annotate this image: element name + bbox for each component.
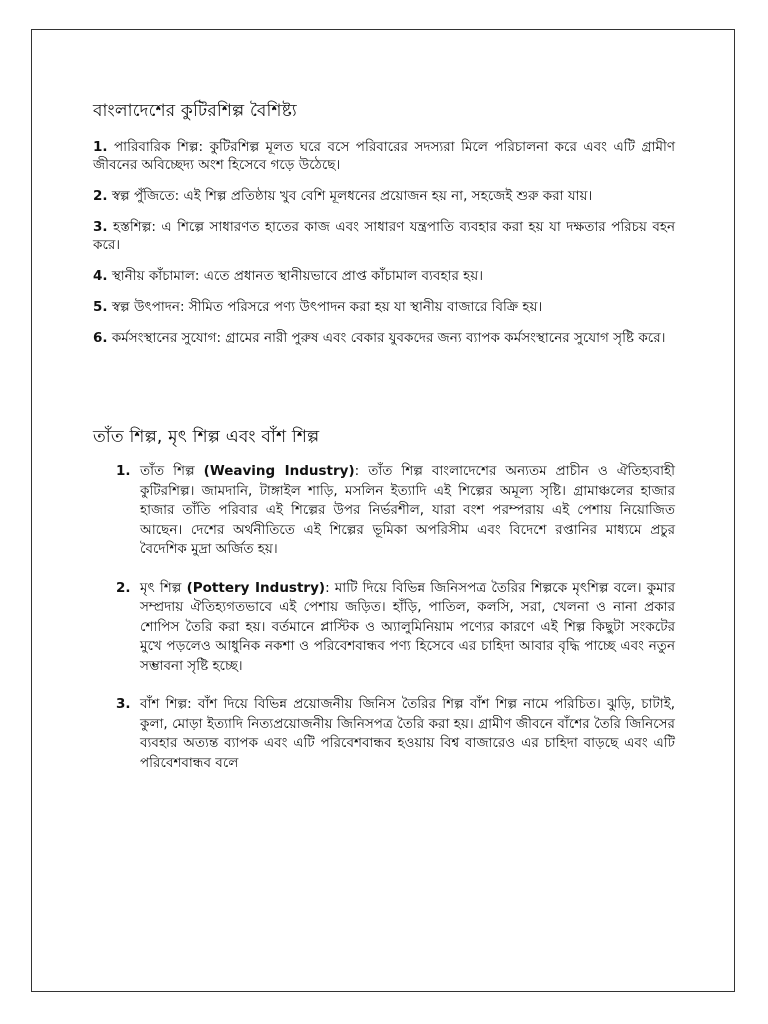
document-page (31, 29, 735, 992)
document-content (93, 100, 675, 792)
point-title: স্বল্প উৎপাদন (111, 299, 180, 315)
feature-point: 6. কর্মসংস্থানের সুযোগ: গ্রামের নারী পুরুষ এবং বেকার যুবকদের জন্য ব্যাপক কর্মসংস্থানের সুযোগ সৃষ্টি করে। (93, 330, 666, 346)
point-text: এতে প্রধানত স্থানীয়ভাবে প্রাপ্ত কাঁচামাল ব্যবহার হয়। (203, 268, 484, 284)
item-english-name: (Weaving Industry) (203, 463, 355, 479)
point-title: পারিবারিক শিল্প (114, 139, 199, 155)
point-text: গ্রামের নারী পুরুষ এবং বেকার যুবকদের জন্য ব্যাপক কর্মসংস্থানের সুযোগ সৃষ্টি করে। (225, 330, 666, 346)
feature-point: 5. স্বল্প উৎপাদন: সীমিত পরিসরে পণ্য উৎপাদন করা হয় যা স্থানীয় বাজারে বিক্রি হয়। (93, 299, 543, 315)
item-number: 3. (116, 696, 131, 712)
item-english-name: (Pottery Industry) (186, 579, 326, 596)
item-title: বাঁশ শিল্প (140, 696, 188, 712)
point-text: কুটিরশিল্প মূলত ঘরে বসে পরিবারের সদস্যরা মিলে পরিচালনা করে এবং এটি গ্রামীণ জীবনের অবিচ্ছেদ্য অংশ হিসেবে গড়ে উঠেছে। (93, 139, 675, 173)
list-item: 2. মৃৎ শিল্প (Pottery Industry): মাটি দিয়ে বিভিন্ন জিনিসপত্র তৈরির শিল্পকে মৃৎশিল্প বলে। কুমার সম্প্রদায় ঐতিহ্যগতভাবে এই পেশায় জড়িত। হাঁড়ি, পাতিল, কলসি, সরা, খেলনা ও নানা প্রকার শোপিস তৈরি করা হয়। বর্তমানে প্লাস্টিক ও অ্যালুমিনিয়াম পণ্যের কারণে এই শিল্প কিছুটা সংকটের মুখে পড়লেও আধুনিক নকশা ও পরিবেশবান্ধব পণ্য হিসেবে এর চাহিদা আবার বৃদ্ধি পাচ্ছে এবং নতুন সম্ভাবনা সৃষ্টি হচ্ছে। (116, 579, 676, 674)
item-text: বাঁশ দিয়ে বিভিন্ন প্রয়োজনীয় জিনিস তৈরির শিল্প বাঁশ শিল্প নামে পরিচিত। ঝুড়ি, চাটাই, কুলা, মোড়া ইত্যাদি নিত্যপ্রয়োজনীয় জিনিসপত্র তৈরি করা হয়। গ্রামীণ জীবনে বাঁশের তৈরি জিনিসের ব্যবহার অত্যন্ত ব্যাপক এবং এটি পরিবেশবান্ধব হওয়ায় বিশ্ব বাজারেও এর চাহিদা বাড়ছে এবং এটি পরিবেশবান্ধব বলে (140, 696, 676, 771)
list-item: 3. বাঁশ শিল্প: বাঁশ দিয়ে বিভিন্ন প্রয়োজনীয় জিনিস তৈরির শিল্প বাঁশ শিল্প নামে পরিচিত। ঝুড়ি, চাটাই, কুলা, মোড়া ইত্যাদি নিত্যপ্রয়োজনীয় জিনিসপত্র তৈরি করা হয়। গ্রামীণ জীবনে বাঁশের তৈরি জিনিসের ব্যবহার অত্যন্ত ব্যাপক এবং এটি পরিবেশবান্ধব হওয়ায় বিশ্ব বাজারেও এর চাহিদা বাড়ছে এবং এটি পরিবেশবান্ধব বলে (116, 696, 676, 771)
point-number: 3. (93, 219, 108, 235)
point-title: স্থানীয় কাঁচামাল (111, 268, 195, 284)
point-title: হস্তশিল্প (113, 219, 152, 235)
point-number: 1. (93, 139, 108, 155)
feature-point: 1. পারিবারিক শিল্প: কুটিরশিল্প মূলত ঘরে বসে পরিবারের সদস্যরা মিলে পরিচালনা করে এবং এটি গ্রামীণ জীবনের অবিচ্ছেদ্য অংশ হিসেবে গড়ে উঠেছে। (93, 139, 675, 173)
point-title: কর্মসংস্থানের সুযোগ (111, 330, 217, 346)
point-text: সীমিত পরিসরে পণ্য উৎপাদন করা হয় যা স্থানীয় বাজারে বিক্রি হয়। (188, 299, 543, 315)
section-spacer (93, 360, 675, 426)
industry-list (93, 462, 675, 773)
feature-point: 4. স্থানীয় কাঁচামাল: এতে প্রধানত স্থানীয়ভাবে প্রাপ্ত কাঁচামাল ব্যবহার হয়। (93, 268, 484, 284)
section1-heading: বাংলাদেশের কুটিরশিল্প বৈশিষ্ট্য (93, 101, 297, 121)
point-number: 5. (93, 299, 108, 315)
point-title: স্বল্প পুঁজিতে (111, 188, 175, 204)
point-text: এই শিল্প প্রতিষ্ঠায় খুব বেশি মূলধনের প্রয়োজন হয় না, সহজেই শুরু করা যায়। (183, 188, 593, 204)
item-text: তাঁত শিল্প বাংলাদেশের অন্যতম প্রাচীন ও ঐতিহ্যবাহী কুটিরশিল্প। জামদানি, টাঙ্গাইল শাড়ি, মসলিন ইত্যাদি এই শিল্পের অমূল্য সৃষ্টি। গ্রামাঞ্চলের হাজার হাজার তাঁতি পরিবার এই শিল্পের উপর নির্ভরশীল, যারা বংশ পরম্পরায় এই পেশায় নিয়োজিত আছেন। দেশের অর্থনীতিতে এই শিল্পের ভূমিকা অপরিসীম এবং বিদেশে রপ্তানির মাধ্যমে প্রচুর বৈদেশিক মুদ্রা অর্জিত হয়। (140, 463, 676, 557)
item-text: মাটি দিয়ে বিভিন্ন জিনিসপত্র তৈরির শিল্পকে মৃৎশিল্প বলে। কুমার সম্প্রদায় ঐতিহ্যগতভাবে এই পেশায় জড়িত। হাঁড়ি, পাতিল, কলসি, সরা, খেলনা ও নানা প্রকার শোপিস তৈরি করা হয়। বর্তমানে প্লাস্টিক ও অ্যালুমিনিয়াম পণ্যের কারণে এই শিল্প কিছুটা সংকটের মুখে পড়লেও আধুনিক নকশা ও পরিবেশবান্ধব পণ্য হিসেবে এর চাহিদা আবার বৃদ্ধি পাচ্ছে এবং নতুন সম্ভাবনা সৃষ্টি হচ্ছে। (140, 579, 676, 674)
item-number: 2. (116, 579, 131, 596)
point-number: 6. (93, 330, 108, 346)
item-title: তাঁত শিল্প (140, 463, 195, 479)
item-title: মৃৎ শিল্প (140, 579, 182, 596)
point-number: 4. (93, 268, 108, 284)
list-item: 1. তাঁত শিল্প (Weaving Industry): তাঁত শিল্প বাংলাদেশের অন্যতম প্রাচীন ও ঐতিহ্যবাহী কুটিরশিল্প। জামদানি, টাঙ্গাইল শাড়ি, মসলিন ইত্যাদি এই শিল্পের অমূল্য সৃষ্টি। গ্রামাঞ্চলের হাজার হাজার তাঁতি পরিবার এই শিল্পের উপর নির্ভরশীল, যারা বংশ পরম্পরায় এই পেশায় নিয়োজিত আছেন। দেশের অর্থনীতিতে এই শিল্পের ভূমিকা অপরিসীম এবং বিদেশে রপ্তানির মাধ্যমে প্রচুর বৈদেশিক মুদ্রা অর্জিত হয়। (116, 463, 676, 557)
section2-heading: তাঁত শিল্প, মৃৎ শিল্প এবং বাঁশ শিল্প (93, 427, 320, 447)
item-number: 1. (116, 463, 131, 479)
point-number: 2. (93, 188, 108, 204)
feature-point: 3. হস্তশিল্প: এ শিল্পে সাধারণত হাতের কাজ এবং সাধারণ যন্ত্রপাতি ব্যবহার করা হয় যা দক্ষতার পরিচয় বহন করে। (93, 219, 676, 253)
feature-point: 2. স্বল্প পুঁজিতে: এই শিল্প প্রতিষ্ঠায় খুব বেশি মূলধনের প্রয়োজন হয় না, সহজেই শুরু করা যায়। (93, 188, 593, 204)
point-text: এ শিল্পে সাধারণত হাতের কাজ এবং সাধারণ যন্ত্রপাতি ব্যবহার করা হয় যা দক্ষতার পরিচয় বহন করে। (93, 219, 676, 253)
